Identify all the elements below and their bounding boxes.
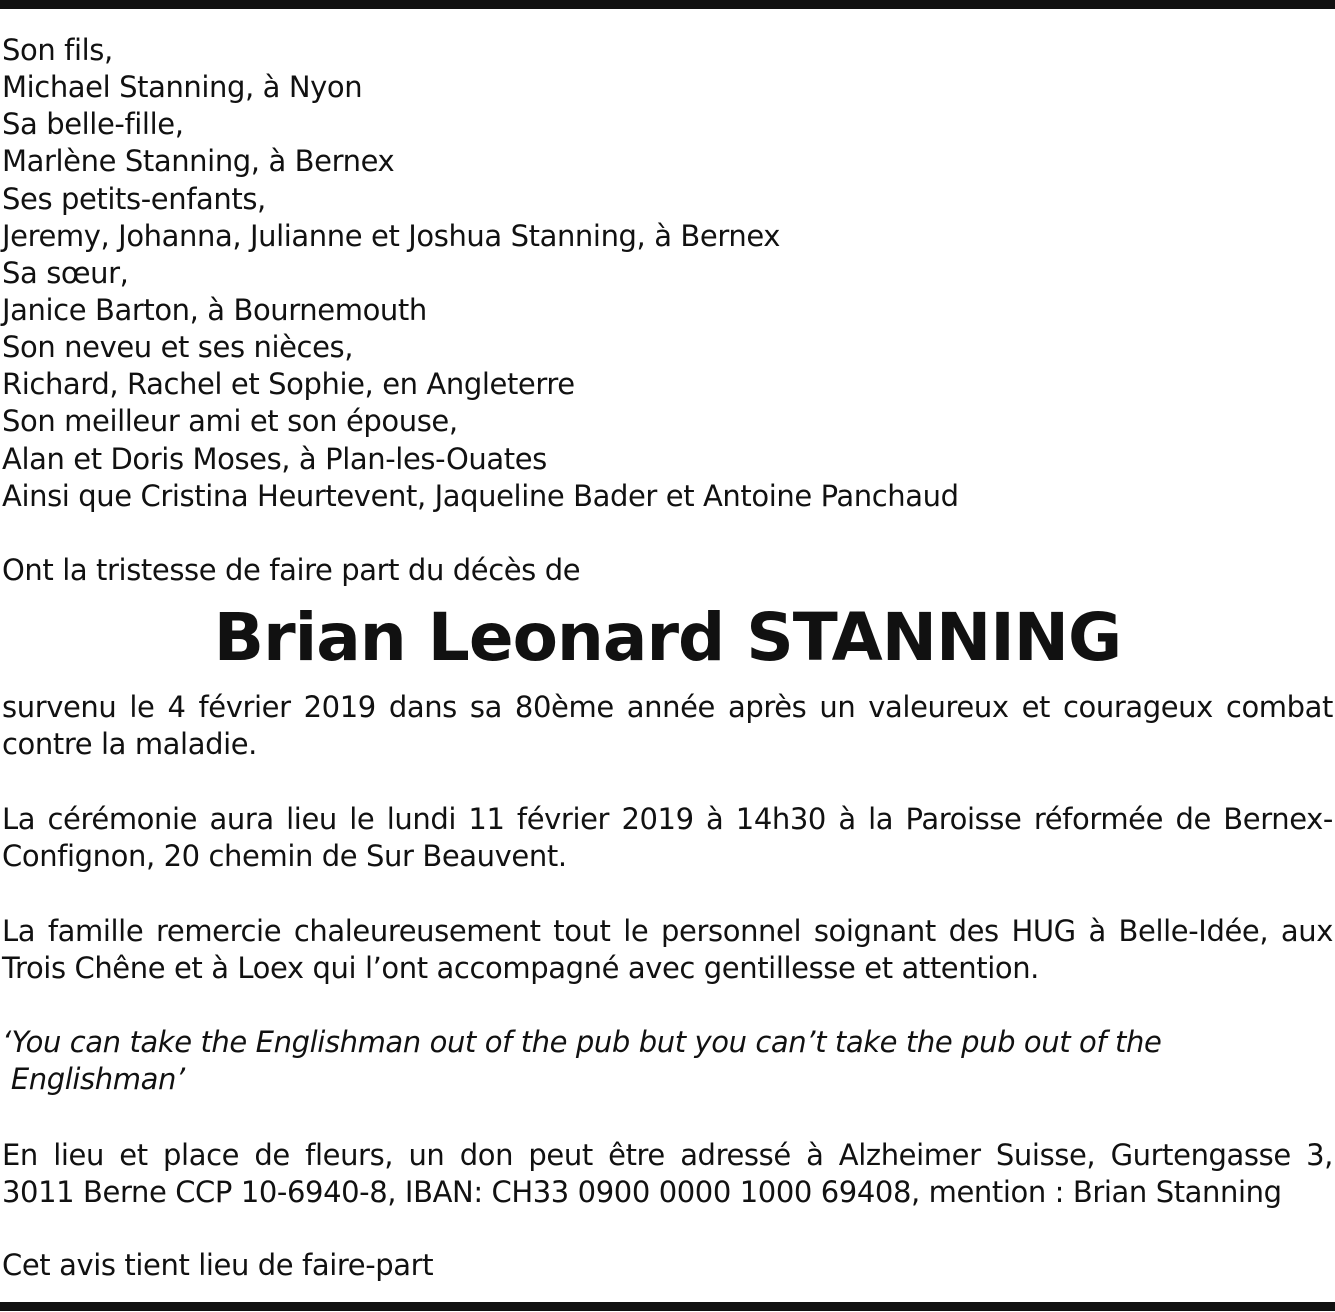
- quote-line: ‘You can take the Englishman out of the pub but you can’t take the pub out of the: [2, 1025, 1162, 1059]
- donation-paragraph: [2, 1137, 1333, 1211]
- thanks-paragraph: [2, 913, 1333, 987]
- family-line: Son fils,: [2, 33, 113, 67]
- ceremony-paragraph: [2, 801, 1333, 875]
- family-line: Jeremy, Johanna, Julianne et Joshua Stanning, à Bernex: [2, 219, 781, 253]
- death-notice-line: survenu le 4 février 2019 dans sa 80ème année après un valeureux et courageux combat: [2, 690, 1333, 724]
- thanks-line: Trois Chêne et à Loex qui l’ont accompagné avec gentillesse et attention.: [2, 951, 1039, 985]
- closing-text: Cet avis tient lieu de faire-part: [2, 1248, 434, 1282]
- thanks-line: La famille remercie chaleureusement tout le personnel soignant des HUG à Belle-Idée, aux: [2, 914, 1333, 948]
- death-notice-paragraph: [2, 689, 1333, 763]
- family-line: Sa belle-fille,: [2, 107, 184, 141]
- ceremony-line: La cérémonie aura lieu le lundi 11 février 2019 à 14h30 à la Paroisse réformée de Bernex-: [2, 802, 1333, 836]
- bottom-border-rule: [0, 1302, 1335, 1311]
- family-line: Alan et Doris Moses, à Plan-les-Ouates: [2, 442, 547, 476]
- family-line: Marlène Stanning, à Bernex: [2, 144, 395, 178]
- family-line: Michael Stanning, à Nyon: [2, 70, 363, 104]
- deceased-name: Brian Leonard STANNING: [213, 599, 1122, 676]
- ceremony-line: Confignon, 20 chemin de Sur Beauvent.: [2, 839, 567, 873]
- quote-line: Englishman’: [2, 1062, 185, 1096]
- family-line: Ainsi que Cristina Heurtevent, Jaqueline Bader et Antoine Panchaud: [2, 479, 959, 513]
- family-line: Son meilleur ami et son épouse,: [2, 404, 458, 438]
- family-line: Ses petits-enfants,: [2, 182, 266, 216]
- family-line: Sa sœur,: [2, 256, 129, 290]
- death-notice-line: contre la maladie.: [2, 727, 258, 761]
- family-line: Son neveu et ses nièces,: [2, 330, 354, 364]
- donation-line: 3011 Berne CCP 10-6940-8, IBAN: CH33 0900 0000 1000 69408, mention : Brian Stanning: [2, 1175, 1282, 1209]
- donation-line: En lieu et place de fleurs, un don peut être adressé à Alzheimer Suisse, Gurtengasse 3,: [2, 1138, 1333, 1172]
- announcement-text: Ont la tristesse de faire part du décès de: [2, 553, 581, 587]
- top-border-rule: [0, 0, 1335, 9]
- family-line: Richard, Rachel et Sophie, en Angleterre: [2, 367, 575, 401]
- family-line: Janice Barton, à Bournemouth: [2, 293, 427, 327]
